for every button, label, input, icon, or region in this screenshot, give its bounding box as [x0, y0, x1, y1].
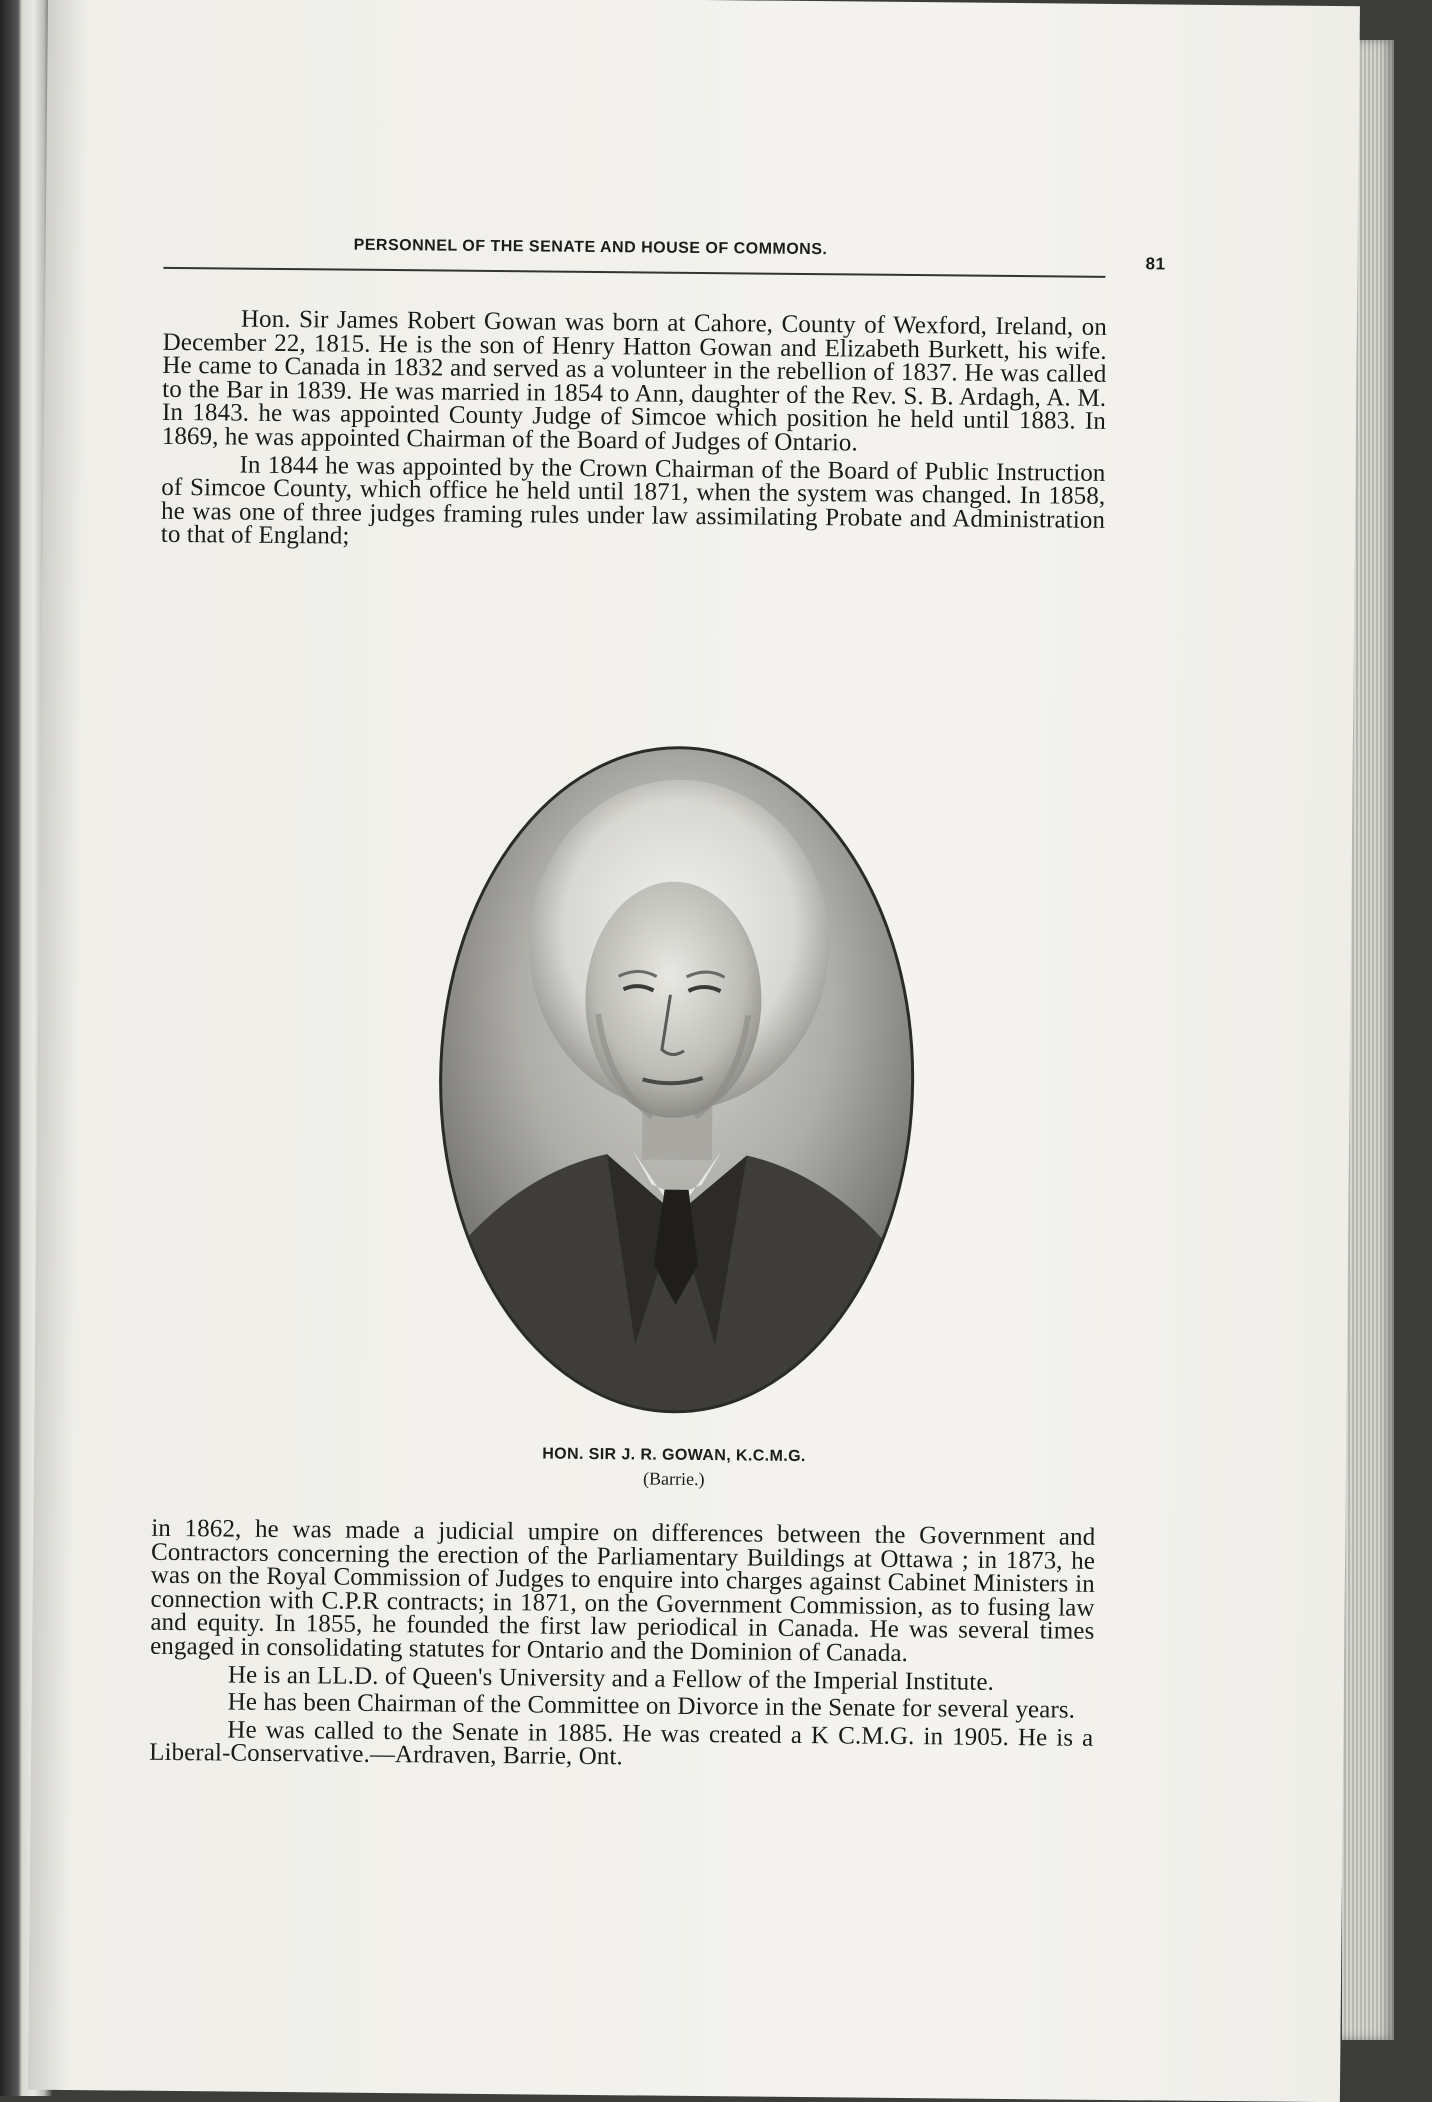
caption-place: (Barrie.): [642, 1468, 705, 1490]
paragraph: In 1844 he was appointed by the Crown Chairman of the Board of Public Instruction of Simcoe County, which office he held until 1871, when the system was changed. In 1858, he was one of three judges framing rules under law assimilating Probate and Administration to that of England;: [160, 451, 1106, 550]
paragraph: Hon. Sir James Robert Gowan was born at Cahore, County of Wexford, Ireland, on December 22, 1815. He is the son of Henry Hatton Gowan and Elizabeth Burkett, his wife. He came to Canada in 1832 and served as a volunteer in the rebellion of 1837. He was called to the Bar in 1839. He was married in 1854 to Ann, daughter of the Rev. S. B. Ardagh, A. M. In 1843. he was appointed County Judge of Simcoe which position he held until 1883. In 1869, he was appointed Chairman of the Board of Judges of Ontario.: [161, 305, 1108, 457]
page-number: 81: [1145, 254, 1166, 274]
paragraph: He has been Chairman of the Committee on Divorce in the Senate for several years.: [227, 1688, 1076, 1724]
body-text-top: [161, 307, 1107, 560]
header-rule: [163, 267, 1105, 278]
running-title: PERSONNEL OF THE SENATE AND HOUSE OF COMMONS.: [353, 236, 828, 259]
caption-name: HON. SIR J. R. GOWAN, K.C.M.G.: [542, 1445, 806, 1466]
portrait-caption: [334, 1444, 1014, 1494]
running-head: [304, 234, 1166, 274]
paragraph: He is an LL.D. of Queen's University and a Fellow of the Imperial Institute.: [227, 1661, 995, 1696]
paragraph: He was called to the Senate in 1885. He was created a K C.M.G. in 1905. He is a Liberal-Conservative.—Ardraven, Barrie, Ont.: [149, 1716, 1094, 1771]
portrait-engraving-icon: [434, 743, 918, 1418]
book-page: [28, 0, 1360, 2102]
body-text-bottom: [149, 1514, 1096, 1778]
paragraph: in 1862, he was made a judicial umpire on differences between the Government and Contractors concerning the erection of the Parliamentary Buildings at Ottawa ; in 1873, he was on the Royal Commission of Judges to enquire into charges against Cabinet Ministers in connection with C.P.R contracts; in 1871, on the Government Commission, as to fusing law and equity. In 1855, he founded the first law periodical in Canada. He was several times engaged in consolidating statutes for Ontario and the Dominion of Canada.: [150, 1514, 1096, 1668]
